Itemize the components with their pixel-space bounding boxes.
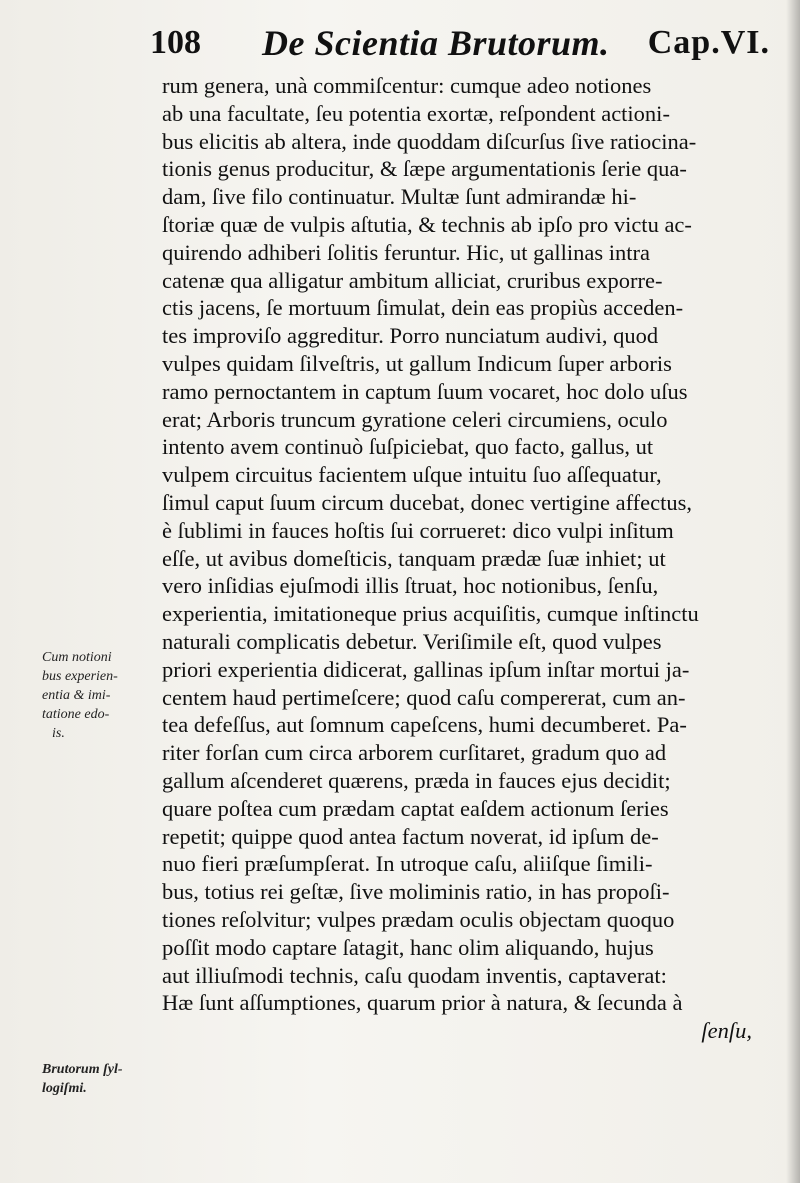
text-line: riter forſan cum circa arborem curſitaret, gradum quo ad <box>162 740 667 766</box>
text-line: ab una facultate, ſeu potentia exortæ, reſpondent actioni- <box>162 100 670 126</box>
text-line: quirendo adhiberi ſolitis feruntur. Hic, ut gallinas intra <box>162 239 651 265</box>
text-line: repetit; quippe quod antea factum noverat, id ipſum de- <box>162 823 659 849</box>
text-line: gallum aſcenderet quærens, præda in fauces ejus decidit; <box>162 767 671 793</box>
margin-note-line: Brutorum ſyl- <box>42 1062 123 1077</box>
text-line: naturali complicatis debetur. Veriſimile eſt, quod vulpes <box>162 628 662 654</box>
chapter-label: Cap.VI. <box>647 24 770 61</box>
text-line: catenæ qua alligatur ambitum alliciat, cruribus exporre- <box>162 267 663 293</box>
text-line: poſſit modo captare ſatagit, hanc olim aliquando, hujus <box>162 934 654 960</box>
margin-note-line: bus experien- <box>42 669 118 684</box>
text-line: vero inſidias ejuſmodi illis ſtruat, hoc notionibus, ſenſu, <box>162 573 659 599</box>
page-number: 108 <box>150 24 201 61</box>
margin-note-cum-notionibus <box>42 648 152 743</box>
body-text <box>162 72 762 1045</box>
text-line: bus elicitis ab altera, inde quoddam diſcurſus ſive ratiocina- <box>162 128 697 154</box>
running-title: De Scientia Brutorum. <box>262 23 610 63</box>
margin-note-line: logiſmi. <box>42 1081 87 1096</box>
text-line: rum genera, unà commiſcentur: cumque adeo notiones <box>162 73 652 98</box>
margin-note-line: entia & imi- <box>42 688 111 703</box>
text-line: vulpes quidam ſilveſtris, ut gallum Indicum ſuper arboris <box>162 350 672 376</box>
text-line: ramo pernoctantem in captum ſuum vocaret, hoc dolo uſus <box>162 378 688 404</box>
text-line: ſimul caput ſuum circum ducebat, donec vertigine affectus, <box>162 489 693 515</box>
text-line: priori experientia didicerat, gallinas ipſum inſtar mortui ja- <box>162 656 690 682</box>
page-edge-shadow <box>786 0 800 1183</box>
text-line: ſtoriæ quæ de vulpis aſtutia, & technis ab ipſo pro victu ac- <box>162 211 692 237</box>
margin-note-line: tatione edo- <box>42 707 110 722</box>
text-line: dam, ſive filo continuatur. Multæ ſunt admirandæ hi- <box>162 184 637 210</box>
text-line: intento avem continuò ſuſpiciebat, quo facto, gallus, ut <box>162 434 654 460</box>
margin-note-line: Cum notioni <box>42 650 112 665</box>
text-line: experientia, imitationeque prius acquiſitis, cumque inſtinctu <box>162 601 699 627</box>
text-line: quare poſtea cum prædam captat eaſdem actionum ſeries <box>162 795 669 821</box>
text-line: eſſe, ut avibus domeſticis, tanquam prædæ ſuæ inhiet; ut <box>162 545 666 571</box>
text-line: ctis jacens, ſe mortuum ſimulat, dein eas propiùs acceden- <box>162 295 684 321</box>
text-line: è ſublimi in fauces hoſtis ſui corrueret: dico vulpi inſitum <box>162 517 674 543</box>
text-line: tes improviſo aggreditur. Porro nunciatum audivi, quod <box>162 323 659 349</box>
text-line: aut illiuſmodi technis, caſu quodam inventis, captaverat: <box>162 962 667 988</box>
text-line: centem haud pertimeſcere; quod caſu compererat, cum an- <box>162 684 686 710</box>
text-line: nuo fieri præſumpſerat. In utroque caſu, aliiſque ſimili- <box>162 851 653 877</box>
text-line: tiones reſolvitur; vulpes prædam oculis objectam quoquo <box>162 906 675 932</box>
text-line: erat; Arboris truncum gyratione celeri circumiens, oculo <box>162 406 668 432</box>
catchword: ſenſu, <box>701 1018 752 1044</box>
text-line: Hæ ſunt aſſumptiones, quarum prior à natura, & ſecunda à <box>162 990 683 1016</box>
page-header <box>150 18 770 68</box>
text-line: tionis genus producitur, & ſæpe argumentationis ſerie qua- <box>162 156 687 182</box>
text-line: vulpem circuitus facientem uſque intuitu ſuo aſſequatur, <box>162 462 662 488</box>
text-line: bus, totius rei geſtæ, ſive moliminis ratio, in has propoſi- <box>162 879 670 905</box>
text-line: tea defeſſus, aut ſomnum capeſcens, humi decumberet. Pa- <box>162 712 687 738</box>
margin-note-line: is. <box>52 726 65 741</box>
margin-note-brutorum <box>42 1060 152 1098</box>
